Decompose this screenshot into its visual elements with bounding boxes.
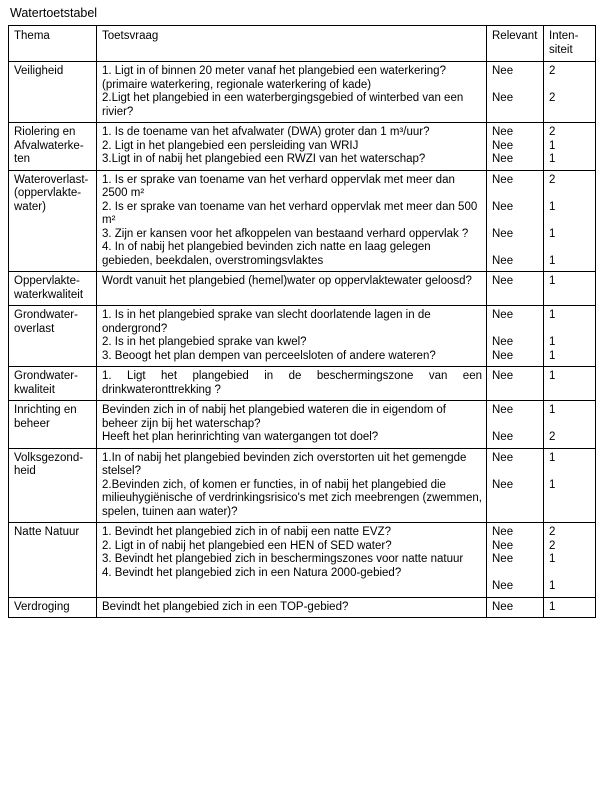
cell-relevant — [487, 367, 544, 401]
spacer-line — [549, 323, 591, 337]
cell-toetsvraag — [97, 523, 487, 598]
question-text: 2. Is er sprake van toename van het verhard oppervlak met meer dan 500 m² — [102, 200, 478, 226]
intensity-value: 1 — [549, 227, 556, 240]
cell-intensiteit — [544, 272, 596, 306]
question-text: 2. Ligt in het plangebied een persleiding van WRIJ — [102, 139, 359, 152]
question-text: 1. Ligt het plangebied in de beschermingszone van een drinkwateronttrekking ? — [102, 370, 482, 396]
cell-thema: Inrichting en beheer — [9, 401, 97, 449]
question-text: 1.In of nabij het plangebied bevinden zich overstorten uit het gemengde stelsel? — [102, 451, 467, 477]
cell-toetsvraag — [97, 401, 487, 449]
question-text: 4. In of nabij het plangebied bevinden zich natte en laag gelegen gebieden, beekdalen, overstromingsvlaktes — [102, 241, 431, 267]
cell-thema: Grondwater-overlast — [9, 306, 97, 367]
table-header-row — [9, 26, 596, 62]
cell-thema: Veiligheid — [9, 62, 97, 123]
spacer-line — [549, 418, 591, 432]
cell-intensiteit — [544, 597, 596, 618]
question-text: 3. Zijn er kansen voor het afkoppelen van bestaand verhard oppervlak ? — [102, 227, 469, 240]
cell-relevant — [487, 597, 544, 618]
intensity-value: 2 — [549, 173, 556, 186]
spacer-line — [549, 79, 591, 93]
cell-thema: Volksgezond-heid — [9, 448, 97, 523]
cell-intensiteit — [544, 123, 596, 171]
question-text: 2.Ligt het plangebied in een waterbergingsgebied of winterbed van een rivier? — [102, 92, 464, 118]
question-text: 1. Bevindt het plangebied zich in of nabij een natte EVZ? — [102, 526, 391, 538]
column-header-intensiteit: Inten-siteit — [544, 26, 596, 62]
table-row — [9, 597, 596, 618]
relevant-value: Nee — [492, 200, 514, 213]
relevant-value: Nee — [492, 139, 514, 152]
relevant-value: Nee — [492, 275, 514, 287]
table-body — [9, 62, 596, 618]
intensity-value: 1 — [549, 404, 556, 416]
question-text: 2.Bevinden zich, of komen er functies, in of nabij het plangebied die milieuhygiënische of verdrinkingsrisico's met zich meebrengen (zwemmen, spelen, tuinen aan water)? — [102, 478, 482, 518]
table-row — [9, 401, 596, 449]
relevant-value: Nee — [492, 404, 514, 416]
question-text: Bevindt het plangebied zich in een TOP-gebied? — [102, 600, 349, 613]
cell-intensiteit — [544, 448, 596, 523]
relevant-value: Nee — [492, 336, 514, 348]
question-text: Heeft het plan herinrichting van watergangen tot doel? — [102, 431, 379, 443]
question-text: 2. Is in het plangebied sprake van kwel? — [102, 336, 307, 348]
intensity-value: 2 — [549, 431, 556, 443]
question-text: Wordt vanuit het plangebied (hemel)water op oppervlaktewater geloosd? — [102, 275, 472, 287]
cell-relevant — [487, 306, 544, 367]
cell-thema: Verdroging — [9, 597, 97, 618]
cell-thema: Grondwater-kwaliteit — [9, 367, 97, 401]
cell-intensiteit — [544, 401, 596, 449]
intensity-value: 2 — [549, 526, 556, 538]
intensity-value: 1 — [549, 600, 556, 613]
intensity-value: 1 — [549, 200, 556, 213]
intensity-value: 1 — [549, 349, 556, 362]
column-header-relevant: Relevant — [487, 26, 544, 62]
table-row — [9, 523, 596, 598]
spacer-line — [549, 465, 591, 479]
cell-toetsvraag — [97, 272, 487, 306]
cell-thema: Natte Natuur — [9, 523, 97, 598]
spacer-line — [492, 241, 539, 255]
relevant-value: Nee — [492, 526, 514, 538]
spacer-line — [549, 214, 591, 228]
relevant-value: Nee — [492, 431, 514, 443]
spacer-line — [492, 323, 539, 337]
question-text: 3. Bevindt het plangebied zich in beschermingszones voor natte natuur — [102, 553, 464, 565]
intensity-value: 1 — [549, 139, 556, 152]
question-text: 1. Is de toename van het afvalwater (DWA) groter dan 1 m³/uur? — [102, 126, 430, 138]
table-row — [9, 306, 596, 367]
intensity-value: 1 — [549, 580, 556, 592]
relevant-value: Nee — [492, 153, 514, 165]
table-row — [9, 272, 596, 306]
cell-relevant — [487, 170, 544, 272]
relevant-value: Nee — [492, 451, 514, 464]
intensity-value: 2 — [549, 92, 556, 104]
intensity-value: 1 — [549, 370, 556, 382]
question-text: 1. Is in het plangebied sprake van slecht doorlatende lagen in de ondergrond? — [102, 309, 431, 335]
cell-toetsvraag — [97, 367, 487, 401]
intensity-value: 2 — [549, 65, 556, 77]
page-title: Watertoetstabel — [10, 6, 98, 20]
intensity-value: 1 — [549, 153, 556, 165]
cell-toetsvraag — [97, 62, 487, 123]
intensity-value: 1 — [549, 309, 556, 321]
cell-intensiteit — [544, 170, 596, 272]
relevant-value: Nee — [492, 92, 514, 104]
column-header-toetsvraag: Toetsvraag — [97, 26, 487, 62]
cell-toetsvraag — [97, 123, 487, 171]
question-text: 3. Beoogt het plan dempen van perceelsloten of andere wateren? — [102, 349, 436, 362]
watertoets-table — [8, 25, 596, 618]
intensity-value: 1 — [549, 478, 556, 491]
relevant-value: Nee — [492, 478, 514, 491]
cell-intensiteit — [544, 62, 596, 123]
table-row — [9, 367, 596, 401]
intensity-value: 1 — [549, 553, 556, 565]
cell-thema: Riolering en Afvalwaterke-ten — [9, 123, 97, 171]
cell-intensiteit — [544, 367, 596, 401]
intensity-value: 2 — [549, 126, 556, 138]
cell-relevant — [487, 123, 544, 171]
cell-relevant — [487, 523, 544, 598]
relevant-value: Nee — [492, 126, 514, 138]
relevant-value: Nee — [492, 227, 514, 240]
relevant-value: Nee — [492, 600, 514, 613]
cell-relevant — [487, 272, 544, 306]
cell-thema: Wateroverlast-(oppervlakte-water) — [9, 170, 97, 272]
spacer-line — [492, 567, 539, 581]
intensity-value: 1 — [549, 254, 556, 267]
question-text: 1. Is er sprake van toename van het verhard oppervlak met meer dan 2500 m² — [102, 173, 455, 199]
spacer-line — [492, 79, 539, 93]
relevant-value: Nee — [492, 173, 514, 186]
table-row — [9, 448, 596, 523]
spacer-line — [549, 567, 591, 581]
relevant-value: Nee — [492, 349, 514, 362]
question-text: 4. Bevindt het plangebied zich in een Natura 2000-gebied? — [102, 566, 402, 579]
spacer-line — [492, 465, 539, 479]
question-text: 3.Ligt in of nabij het plangebied een RWZI van het waterschap? — [102, 153, 426, 165]
cell-toetsvraag — [97, 448, 487, 523]
intensity-value: 2 — [549, 539, 556, 552]
question-text: 1. Ligt in of binnen 20 meter vanaf het plangebied een waterkering? (primaire waterkering, regionale waterkering of kade) — [102, 65, 446, 91]
question-text: 2. Ligt in of nabij het plangebied een HEN of SED water? — [102, 539, 392, 552]
spacer-line — [549, 241, 591, 255]
cell-toetsvraag — [97, 306, 487, 367]
intensity-value: 1 — [549, 451, 556, 464]
intensity-value: 1 — [549, 336, 556, 348]
cell-relevant — [487, 62, 544, 123]
cell-intensiteit — [544, 523, 596, 598]
intensity-value: 1 — [549, 275, 556, 287]
relevant-value: Nee — [492, 65, 514, 77]
spacer-line — [492, 214, 539, 228]
table-row — [9, 62, 596, 123]
cell-thema: Oppervlakte-waterkwaliteit — [9, 272, 97, 306]
spacer-line — [549, 187, 591, 201]
table-row — [9, 170, 596, 272]
relevant-value: Nee — [492, 539, 514, 552]
cell-relevant — [487, 401, 544, 449]
cell-intensiteit — [544, 306, 596, 367]
question-text: Bevinden zich in of nabij het plangebied wateren die in eigendom of beheer zijn bij het waterschap? — [102, 404, 446, 430]
relevant-value: Nee — [492, 580, 514, 592]
table-header — [9, 26, 596, 62]
column-header-thema: Thema — [9, 26, 97, 62]
cell-relevant — [487, 448, 544, 523]
table-row — [9, 123, 596, 171]
cell-toetsvraag — [97, 170, 487, 272]
relevant-value: Nee — [492, 254, 514, 267]
cell-toetsvraag — [97, 597, 487, 618]
relevant-value: Nee — [492, 553, 514, 565]
relevant-value: Nee — [492, 309, 514, 321]
spacer-line — [492, 187, 539, 201]
relevant-value: Nee — [492, 370, 514, 382]
spacer-line — [492, 418, 539, 432]
